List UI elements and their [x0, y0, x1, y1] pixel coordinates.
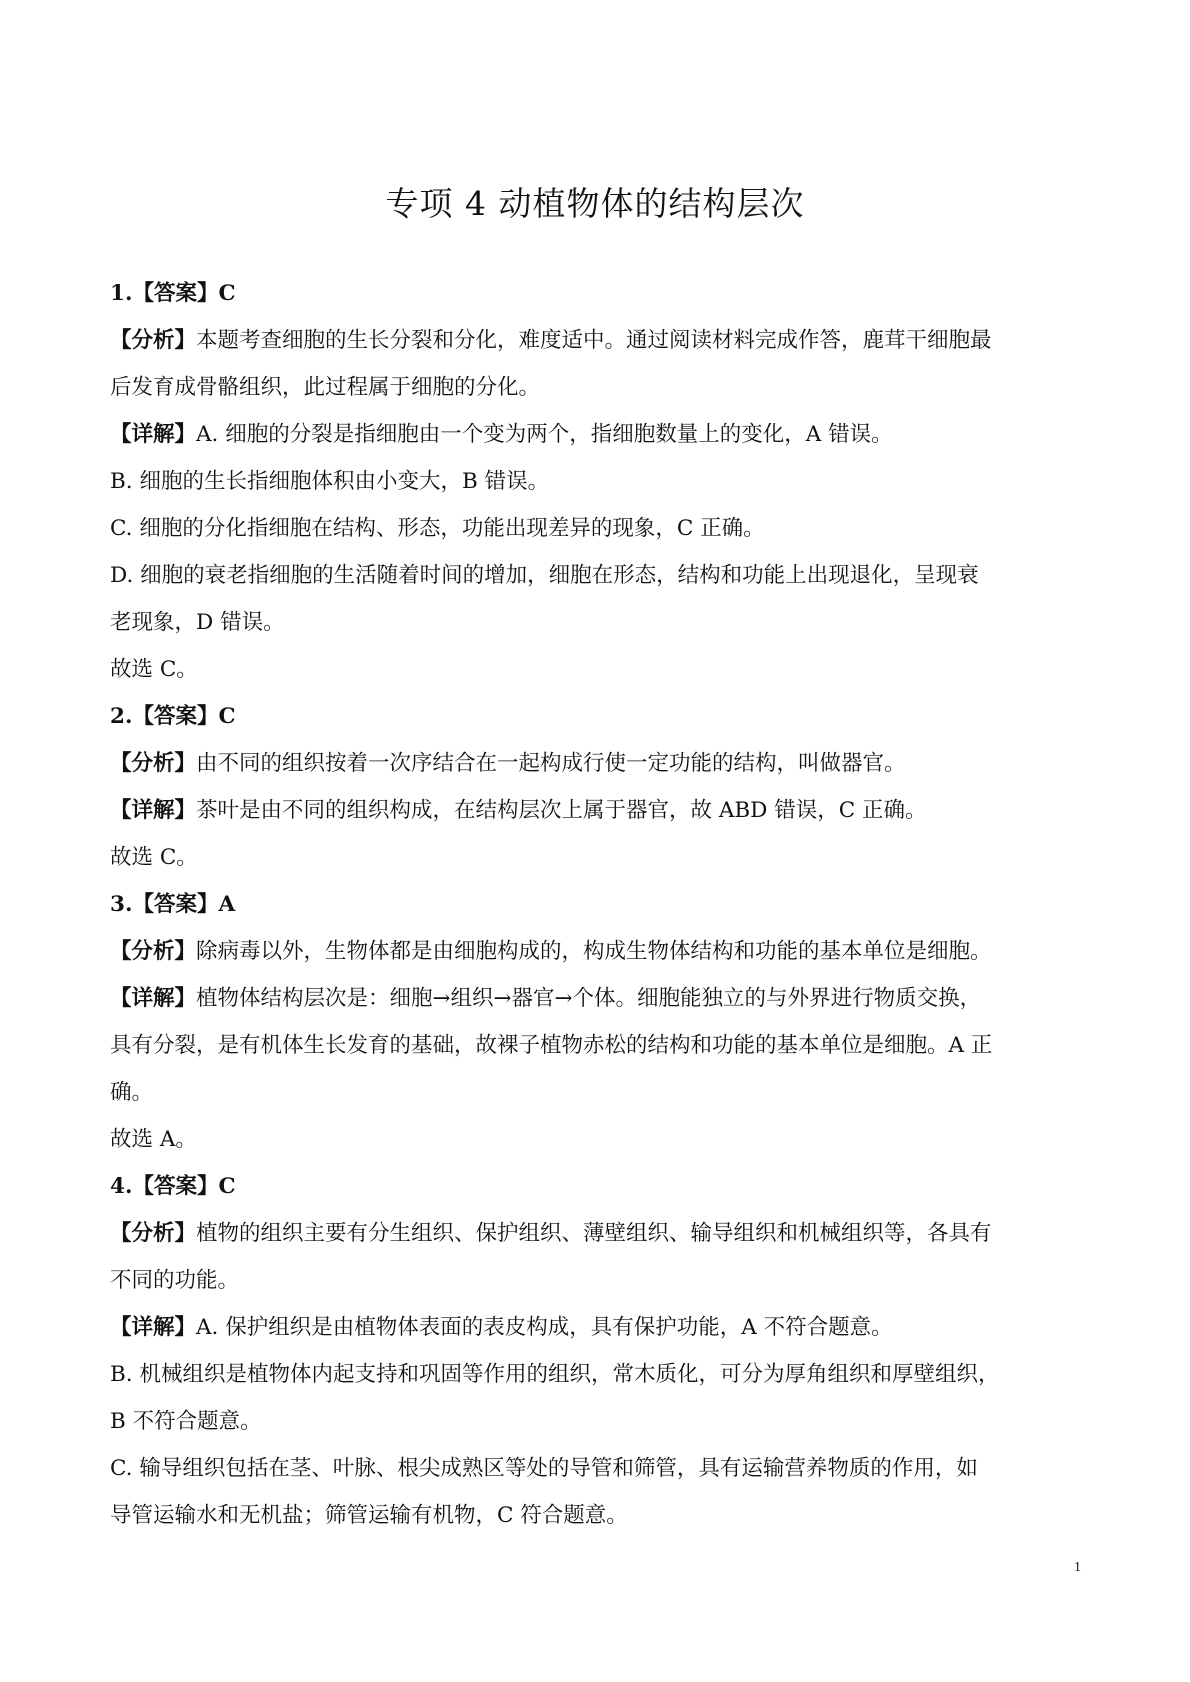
- q4-answer-value: C: [218, 1174, 236, 1199]
- q3-analysis-label: 【分析】: [110, 939, 197, 964]
- q2-detail: [110, 787, 1085, 834]
- q4-analysis: [110, 1210, 1085, 1257]
- q4-detail-c: C. 输导组织包括在茎、叶脉、根尖成熟区等处的导管和筛管，具有运输营养物质的作用，如: [110, 1456, 978, 1481]
- q4-number: 4.: [110, 1174, 133, 1199]
- page-number: 1: [1074, 1560, 1081, 1575]
- q2-number: 2.: [110, 704, 133, 729]
- q4-analysis-cont: 不同的功能。: [110, 1268, 240, 1293]
- q1-detail-d-cont: 老现象，D 错误。: [110, 610, 285, 635]
- q4-answer-line: [110, 1163, 1085, 1210]
- q1-answer-line: [110, 270, 1085, 317]
- q4-answer-label: 【答案】: [132, 1174, 219, 1199]
- q2-conclusion: 故选 C。: [110, 845, 198, 870]
- q1-detail-b: B. 细胞的生长指细胞体积由小变大，B 错误。: [110, 469, 550, 494]
- q1-conclusion: 故选 C。: [110, 657, 198, 682]
- q3-conclusion: 故选 A。: [110, 1127, 197, 1152]
- q2-analysis-label: 【分析】: [110, 751, 197, 776]
- q4-analysis-label: 【分析】: [110, 1221, 197, 1246]
- q1-number: 1.: [110, 281, 133, 306]
- q4-detail-c-cont: 导管运输水和无机盐；筛管运输有机物，C 符合题意。: [110, 1503, 628, 1528]
- q3-analysis: [110, 928, 1085, 975]
- q4-detail-b-cont: B 不符合题意。: [110, 1409, 262, 1434]
- q3-answer-value: A: [218, 892, 236, 917]
- q3-number: 3.: [110, 892, 133, 917]
- q3-detail-text: 植物体结构层次是：细胞→组织→器官→个体。细胞能独立的与外界进行物质交换，: [196, 986, 982, 1011]
- q2-analysis: [110, 740, 1085, 787]
- q4-detail-a: A. 保护组织是由植物体表面的表皮构成，具有保护功能，A 不符合题意。: [196, 1315, 893, 1340]
- q2-answer-value: C: [218, 704, 236, 729]
- q1-analysis-text: 本题考查细胞的生长分裂和分化，难度适中。通过阅读材料完成作答，鹿茸干细胞最: [196, 328, 992, 353]
- q2-answer-label: 【答案】: [132, 704, 219, 729]
- q4-detail-label: 【详解】: [110, 1315, 197, 1340]
- q1-detail-label: 【详解】: [110, 422, 197, 447]
- q2-detail-text: 茶叶是由不同的组织构成，在结构层次上属于器官，故 ABD 错误，C 正确。: [196, 798, 927, 823]
- answer-content: [110, 270, 1085, 1539]
- q1-detail: [110, 411, 1085, 458]
- q3-detail-cont-2: 确。: [110, 1080, 154, 1105]
- q1-detail-c: C. 细胞的分化指细胞在结构、形态，功能出现差异的现象，C 正确。: [110, 516, 765, 541]
- q1-detail-a: A. 细胞的分裂是指细胞由一个变为两个，指细胞数量上的变化，A 错误。: [196, 422, 893, 447]
- q3-answer-label: 【答案】: [132, 892, 219, 917]
- q3-detail: [110, 975, 1085, 1022]
- q3-detail-label: 【详解】: [110, 986, 197, 1011]
- q2-analysis-text: 由不同的组织按着一次序结合在一起构成行使一定功能的结构，叫做器官。: [196, 751, 906, 776]
- q1-answer-value: C: [218, 281, 236, 306]
- q4-detail: [110, 1304, 1085, 1351]
- q1-analysis: [110, 317, 1085, 364]
- q1-analysis-cont: 后发育成骨骼组织，此过程属于细胞的分化。: [110, 375, 541, 400]
- q1-detail-d: D. 细胞的衰老指细胞的生活随着时间的增加，细胞在形态，结构和功能上出现退化，呈现衰: [110, 563, 979, 588]
- q1-answer-label: 【答案】: [132, 281, 219, 306]
- q1-analysis-label: 【分析】: [110, 328, 197, 353]
- page-title: 专项 4 动植物体的结构层次: [385, 184, 805, 223]
- q3-analysis-text: 除病毒以外，生物体都是由细胞构成的，构成生物体结构和功能的基本单位是细胞。: [196, 939, 992, 964]
- q4-detail-b: B. 机械组织是植物体内起支持和巩固等作用的组织，常木质化，可分为厚角组织和厚壁组织，: [110, 1362, 1000, 1387]
- q3-detail-cont: 具有分裂，是有机体生长发育的基础，故裸子植物赤松的结构和功能的基本单位是细胞。A 正: [110, 1033, 993, 1058]
- q2-answer-line: [110, 693, 1085, 740]
- q4-analysis-text: 植物的组织主要有分生组织、保护组织、薄壁组织、输导组织和机械组织等，各具有: [196, 1221, 992, 1246]
- q3-answer-line: [110, 881, 1085, 928]
- q2-detail-label: 【详解】: [110, 798, 197, 823]
